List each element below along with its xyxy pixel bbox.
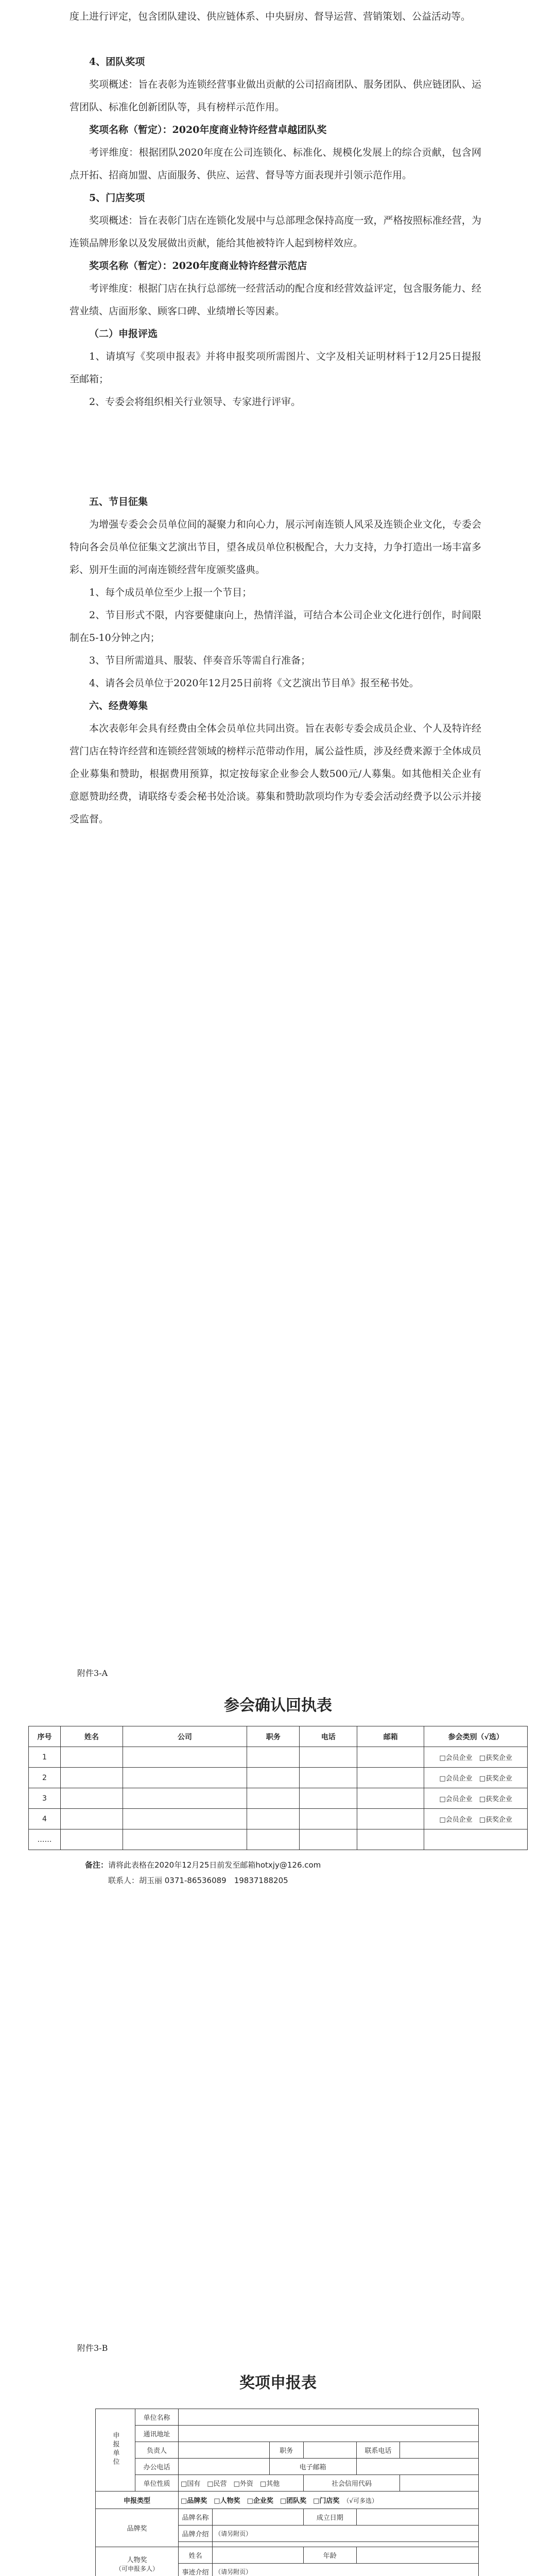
nature-options[interactable]: □国有 □民营 □外资 □其他 [178,2475,303,2492]
winner-option[interactable]: □获奖企业 [479,1795,512,1803]
col-phone: 电话 [300,1726,357,1747]
intro-tail: 度上进行评定，包含团队建设、供应链体系、中央厨房、督导运营、营销策划、公益活动等。 [70,11,471,22]
annex-b-label: 附件3-B [77,2343,108,2353]
unit-name-label: 单位名称 [135,2409,179,2426]
review-step-2: 2、专委会将组织相关行业领导、专家进行评审。 [89,396,301,408]
phone-label: 联系电话 [356,2442,400,2459]
program-rule-4: 4、请各会员单位于2020年12月25日前将《文艺演出节目单》报至秘书处。 [89,677,419,689]
address-field[interactable] [178,2426,478,2442]
winner-option[interactable]: □获奖企业 [479,1816,512,1824]
category-options[interactable]: □品牌奖 □人物奖 □企业奖 □团队奖 □门店奖 （√可多选） [178,2492,478,2509]
leader-field[interactable] [178,2442,269,2459]
team-standard: 考评维度：根据团队2020年度在公司连锁化、标准化、规模化发展上的综合贡献，包含网点开拓、招商加盟、店面服务、供应、运营、督导等方面表现并引领示范作用。 [70,147,481,181]
person-age-label: 年龄 [303,2547,356,2564]
leader-label: 负责人 [135,2442,179,2459]
annex-a-contact: 联系人：胡玉丽 0371-86536089 19837188205 [108,1876,288,1885]
member-option[interactable]: □会员企业 [439,1754,473,1762]
store-award-name: 奖项名称（暂定）：2020年度商业特许经营示范店 [89,260,307,272]
office-phone-field[interactable] [178,2459,269,2475]
email-label: 电子邮箱 [269,2459,356,2475]
col-email: 邮箱 [357,1726,424,1747]
table-header-row [29,1726,528,1747]
review-step-1: 1、请填写《奖项申报表》并将申报奖项所需图片、文字及相关证明材料于12月25日提报至邮箱； [70,351,481,385]
winner-option[interactable]: □获奖企业 [479,1775,512,1783]
table-row [29,1747,528,1768]
post-label: 职务 [269,2442,303,2459]
category-cell [424,1747,528,1768]
store-standard: 考评维度：根据门店在执行总部统一经营活动的配合度和经营效益评定，包含服务能力、经营业绩、店面形象、顾客口碑、业绩增长等因素。 [70,283,481,317]
team-award-name: 奖项名称（暂定）：2020年度商业特许经营卓越团队奖 [89,124,327,135]
post-field[interactable] [303,2442,356,2459]
store-overview: 奖项概述：旨在表彰门店在连锁化发展中与总部理念保持高度一致，严格按照标准经营，为连锁品牌形象以及发展做出贡献，能给其他被特许人起到榜样效应。 [70,215,481,249]
row-index: …… [29,1829,61,1850]
credit-code-label: 社会信用代码 [303,2475,400,2492]
email-field[interactable] [356,2459,478,2475]
brand-name-label: 品牌名称 [178,2509,212,2526]
category-cell [424,1788,528,1809]
unit-name-field[interactable] [178,2409,478,2426]
annex-b-title: 奖项申报表 [239,2374,317,2392]
col-name: 姓名 [60,1726,123,1747]
annex-a-table [28,1726,528,1850]
heading-fund: 六、经费筹集 [89,700,148,711]
category-cell [424,1809,528,1829]
row-index: 1 [29,1747,61,1768]
annex-a-note: 备注：请将此表格在2020年12月25日前发至邮箱hotxjy@126.com 联系人：胡玉丽 0371-86536089 19837188205 [85,1860,321,1885]
program-intro: 为增强专委会会员单位间的凝聚力和向心力，展示河南连锁人风采及连锁企业文化，专委会特向各会员单位征集文艺演出节目，望各成员单位积极配合，大力支持，力争打造出一场丰富多彩、别开生面的河南连锁经营年度颁奖盛典。 [70,519,481,575]
brand-name-field[interactable] [213,2509,304,2526]
person-age-field[interactable] [356,2547,478,2564]
heading-team-award: 4、团队奖项 [89,56,145,67]
col-category: 参会类别（√选） [424,1726,528,1747]
table-row [29,1788,528,1809]
person-name-field[interactable] [213,2547,304,2564]
team-overview: 奖项概述：旨在表彰为连锁经营事业做出贡献的公司招商团队、服务团队、供应链团队、运营团队、标准化创新团队等，具有榜样示范作用。 [70,79,481,113]
program-rule-2: 2、节目形式不限，内容要健康向上，热情洋溢，可结合本公司企业文化进行创作，时间限制在5-10分钟之内； [70,609,481,643]
person-intro-hint: （请另附页） [213,2564,479,2576]
office-phone-label: 办公电话 [135,2459,179,2475]
table-row [29,1829,528,1850]
table-row [29,1768,528,1788]
program-rule-1: 1、每个成员单位至少上报一个节目； [89,587,252,598]
col-post: 职务 [247,1726,299,1747]
row-index: 4 [29,1809,61,1829]
row-index: 3 [29,1788,61,1809]
heading-store-award: 5、门店奖项 [89,192,145,204]
member-option[interactable]: □会员企业 [439,1775,473,1783]
brand-intro-hint: （请另附页） [213,2526,479,2542]
phone-field[interactable] [400,2442,479,2459]
nature-label: 单位性质 [135,2475,179,2492]
annex-a-label: 附件3-A [77,1668,108,1678]
col-index: 序号 [29,1726,61,1747]
program-rule-3: 3、节目所需道具、服装、伴奏音乐等需自行准备； [89,655,311,666]
brand-date-field[interactable] [356,2509,478,2526]
row-index: 2 [29,1768,61,1788]
heading-program: 五、节目征集 [89,496,148,507]
heading-review: （二）申报评选 [89,328,158,340]
applicant-side-label: 申报单位 [96,2409,135,2492]
award-application-table [95,2409,479,2576]
person-intro-label: 事迹介绍 [178,2564,212,2576]
address-label: 通讯地址 [135,2426,179,2442]
col-company: 公司 [123,1726,247,1747]
person-award-label: 人物奖 （可申报多人） [96,2547,179,2576]
brand-award-label: 品牌奖 [96,2509,179,2547]
category-cell [424,1768,528,1788]
annex-a-title: 参会确认回执表 [224,1697,332,1715]
brand-date-label: 成立日期 [303,2509,356,2526]
table-row [29,1809,528,1829]
fund-text: 本次表彰年会具有经费由全体会员单位共同出资。旨在表彰专委会成员企业、个人及特许经营门店在特许经营和连锁经营领域的榜样示范带动作用，属公益性质，涉及经费来源于全体成员企业募集和赞助，根据费用预算，拟定按每家企业参会人数500元/人募集。如其他相关企业有意愿赞助经费，请联络专委会秘书处洽谈。募集和赞助款项均作为专委会活动经费予以公示并接受监督。 [70,723,481,825]
winner-option[interactable]: □获奖企业 [479,1754,512,1762]
member-option[interactable]: □会员企业 [439,1795,473,1803]
brand-intro-label: 品牌介绍 [178,2526,212,2542]
person-name-label: 姓名 [178,2547,212,2564]
document-body [70,5,481,831]
credit-code-field[interactable] [400,2475,479,2492]
member-option[interactable]: □会员企业 [439,1816,473,1824]
category-label: 申报类型 [96,2492,179,2509]
